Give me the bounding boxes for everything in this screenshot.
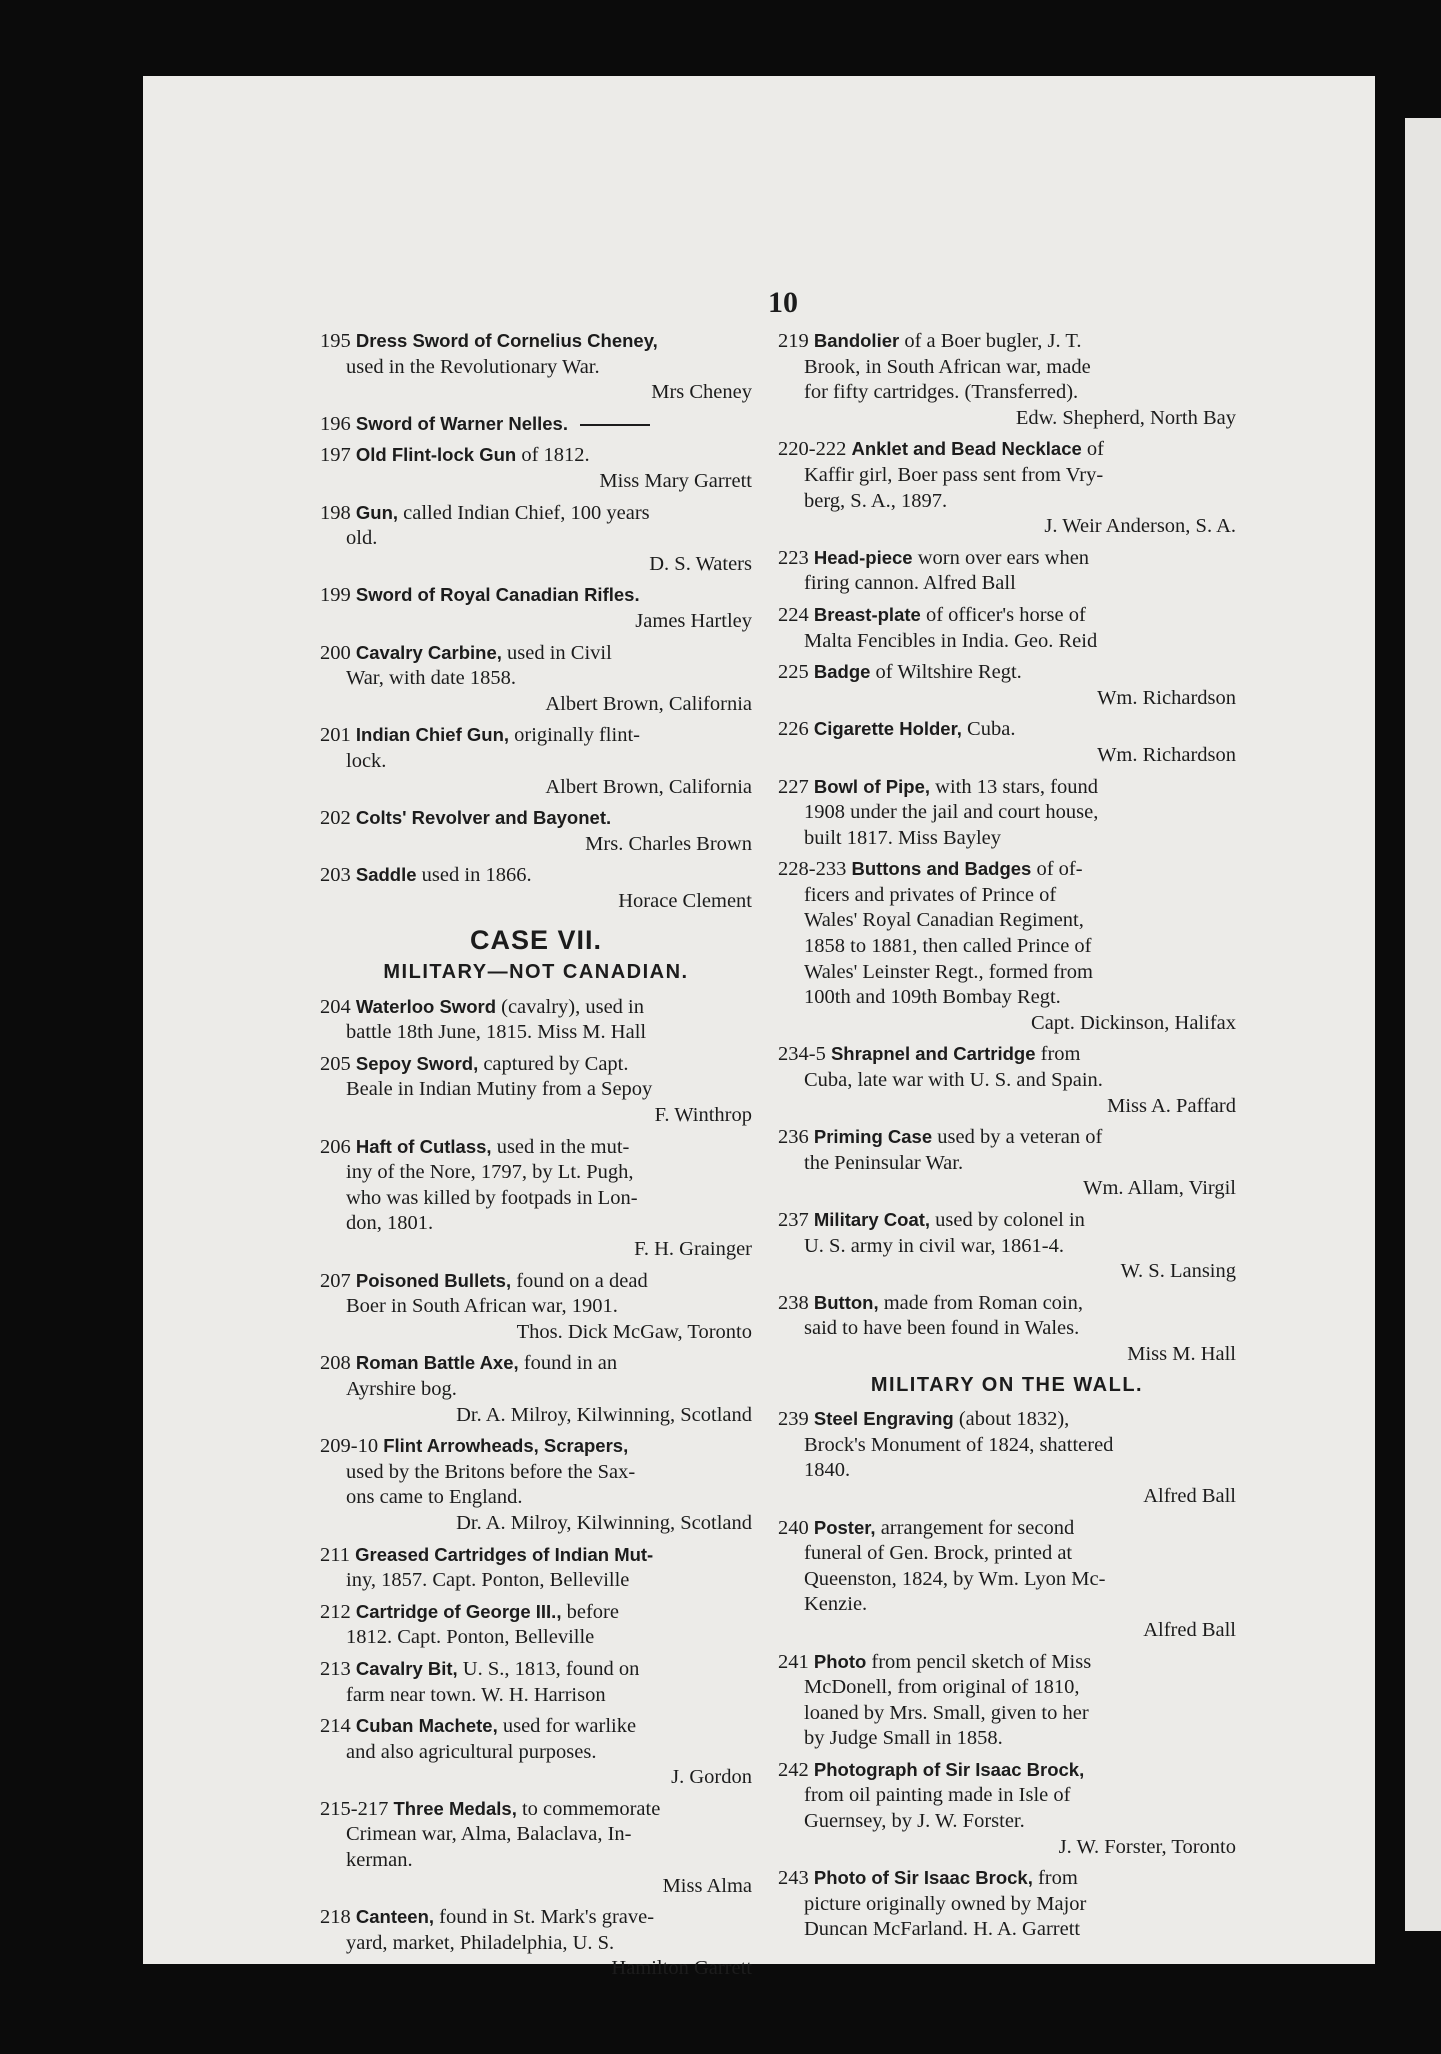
entry-first-line xyxy=(320,1134,752,1161)
entry-number: 205 xyxy=(320,1052,351,1075)
entry-number: 203 xyxy=(320,864,351,887)
entry-description: found in an xyxy=(523,1352,618,1375)
entry-first-line xyxy=(778,1865,1236,1892)
right-entries-after xyxy=(778,1406,1236,1943)
entry-first-line xyxy=(320,1796,752,1823)
catalogue-entry xyxy=(320,1542,752,1594)
entry-title: Shrapnel and Cartridge xyxy=(830,1043,1036,1065)
catalogue-entry xyxy=(320,1433,752,1536)
left-entries-before xyxy=(320,328,752,914)
entry-first-line xyxy=(320,805,752,832)
entry-description: of a Boer bugler, J. T. xyxy=(904,330,1082,352)
entry-donor: J. Weir Anderson, S. A. xyxy=(1044,515,1236,538)
entry-first-line xyxy=(320,1433,752,1460)
entry-first-line xyxy=(320,1656,752,1683)
catalogue-entry xyxy=(320,1350,752,1428)
entry-number: 225 xyxy=(778,661,809,684)
entry-continuation: Kenzie. xyxy=(804,1593,868,1616)
entry-number: 212 xyxy=(320,1600,351,1623)
entry-number: 196 xyxy=(320,412,351,435)
entry-donor: Albert Brown, California xyxy=(545,775,752,798)
catalogue-entry xyxy=(320,722,752,800)
entry-title: Sepoy Sword, xyxy=(355,1052,479,1074)
entry-continuation: Brook, in South African war, made xyxy=(804,355,1091,378)
entry-continuation: Boer in South African war, 1901. xyxy=(346,1295,618,1318)
entry-number: 224 xyxy=(778,603,809,626)
entry-continuation: kerman. xyxy=(346,1849,413,1872)
entry-number: 223 xyxy=(778,546,809,569)
entry-number: 215-217 xyxy=(320,1797,389,1820)
entry-title: Roman Battle Axe, xyxy=(355,1352,519,1374)
entry-first-line xyxy=(320,1350,752,1377)
entry-first-line xyxy=(778,1757,1236,1784)
entry-description: before xyxy=(566,1600,619,1623)
entry-title: Steel Engraving xyxy=(813,1408,954,1430)
left-entries-after xyxy=(320,994,752,1982)
entry-first-line xyxy=(778,1041,1236,1068)
right-entries-before xyxy=(778,328,1236,1368)
entry-description: from xyxy=(1037,1867,1078,1890)
entry-donor: James Hartley xyxy=(635,609,752,632)
entry-title: Flint Arrowheads, Scrapers, xyxy=(383,1435,629,1457)
entry-first-line xyxy=(320,1713,752,1740)
entry-first-line xyxy=(320,1904,752,1931)
catalogue-entry xyxy=(778,1041,1236,1119)
entry-continuation: the Peninsular War. xyxy=(804,1151,964,1174)
right-column xyxy=(778,328,1236,1948)
entry-number: 195 xyxy=(320,330,351,352)
entry-continuation: Malta Fencibles in India. Geo. Reid xyxy=(804,629,1098,652)
entry-continuation: lock. xyxy=(346,749,387,772)
entry-continuation: Beale in Indian Mutiny from a Sepoy xyxy=(346,1078,653,1101)
entry-title: Poisoned Bullets, xyxy=(355,1269,512,1291)
entry-first-line xyxy=(320,640,752,667)
entry-number: 220-222 xyxy=(778,438,847,461)
entry-title: Greased Cartridges of Indian Mut- xyxy=(355,1543,654,1565)
entry-continuation: Duncan McFarland. H. A. Garrett xyxy=(804,1918,1081,1941)
entry-description: Cuba. xyxy=(967,718,1016,741)
entry-number: 198 xyxy=(320,501,351,524)
entry-first-line xyxy=(778,1124,1236,1151)
entry-continuation: picture originally owned by Major xyxy=(804,1892,1087,1915)
entry-number: 199 xyxy=(320,584,351,607)
entry-continuation: Crimean war, Alma, Balaclava, In- xyxy=(346,1823,632,1846)
catalogue-entry xyxy=(778,1207,1236,1285)
entry-donor: Mrs Cheney xyxy=(651,381,752,404)
entry-title: Photograph of Sir Isaac Brock, xyxy=(813,1758,1085,1780)
entry-donor: Thos. Dick McGaw, Toronto xyxy=(516,1320,752,1343)
entry-number: 204 xyxy=(320,995,351,1018)
entry-donor: Miss Mary Garrett xyxy=(599,469,752,492)
entry-description: used by colonel in xyxy=(935,1209,1085,1231)
entry-first-line xyxy=(320,1599,752,1626)
entry-title: Dress Sword of Cornelius Cheney, xyxy=(355,330,658,351)
entry-number: 197 xyxy=(320,444,351,467)
catalogue-entry xyxy=(320,640,752,718)
entry-donor: Hamilton Garrett xyxy=(611,1957,752,1980)
blank-donor-dash xyxy=(580,424,650,426)
catalogue-entry xyxy=(778,1865,1236,1943)
entry-title: Buttons and Badges xyxy=(851,858,1032,880)
entry-donor: Wm. Richardson xyxy=(1097,686,1236,709)
catalogue-entry xyxy=(778,602,1236,654)
catalogue-entry xyxy=(778,716,1236,768)
entry-number: 237 xyxy=(778,1209,809,1231)
entry-continuation: for fifty cartridges. (Transferred). xyxy=(804,381,1079,404)
entry-description: of of- xyxy=(1036,858,1083,881)
entry-continuation: Guernsey, by J. W. Forster. xyxy=(804,1810,1025,1833)
entry-continuation: farm near town. W. H. Harrison xyxy=(346,1683,606,1706)
entry-donor: Mrs. Charles Brown xyxy=(585,832,752,855)
entry-continuation: built 1817. Miss Bayley xyxy=(804,826,1002,849)
catalogue-entry xyxy=(320,442,752,494)
entry-continuation: by Judge Small in 1858. xyxy=(804,1727,1003,1750)
entry-number: 240 xyxy=(778,1516,809,1539)
entry-number: 206 xyxy=(320,1135,351,1158)
entry-number: 201 xyxy=(320,724,351,747)
entry-title: Saddle xyxy=(355,864,417,886)
entry-donor: J. W. Forster, Toronto xyxy=(1058,1835,1236,1858)
entry-donor: Edw. Shepherd, North Bay xyxy=(1015,406,1236,429)
entry-continuation: Queenston, 1824, by Wm. Lyon Mc- xyxy=(804,1567,1106,1590)
entry-continuation: McDonell, from original of 1810, xyxy=(804,1676,1080,1699)
entry-description: captured by Capt. xyxy=(483,1052,629,1075)
entry-donor: Miss A. Paffard xyxy=(1107,1094,1236,1117)
entry-donor: Alfred Ball xyxy=(1143,1618,1236,1641)
entry-continuation: Ayrshire bog. xyxy=(346,1377,457,1400)
catalogue-entry xyxy=(320,805,752,857)
entry-description: of xyxy=(1086,438,1104,461)
entry-continuation: old. xyxy=(346,527,378,550)
section-heading-on-the-wall: MILITARY ON THE WALL. xyxy=(870,1373,1144,1396)
entry-donor: F. Winthrop xyxy=(654,1104,752,1127)
entry-description: worn over ears when xyxy=(917,546,1090,569)
entry-first-line xyxy=(320,994,752,1021)
entry-continuation: loaned by Mrs. Small, given to her xyxy=(804,1701,1089,1724)
catalogue-entry xyxy=(320,1904,752,1982)
entry-number: 218 xyxy=(320,1906,351,1929)
entry-number: 207 xyxy=(320,1269,351,1292)
entry-first-line xyxy=(320,722,752,749)
entry-title: Sword of Warner Nelles. xyxy=(355,412,568,434)
entry-continuation: yard, market, Philadelphia, U. S. xyxy=(346,1931,615,1954)
catalogue-entry xyxy=(320,1268,752,1346)
entry-description: arrangement for second xyxy=(880,1516,1075,1539)
left-column xyxy=(320,328,752,1987)
entry-title: Photo of Sir Isaac Brock, xyxy=(813,1867,1033,1889)
entry-continuation: Wales' Royal Canadian Regiment, xyxy=(804,909,1084,932)
entry-number: 227 xyxy=(778,775,809,798)
catalogue-entry xyxy=(778,1124,1236,1202)
catalogue-entry xyxy=(778,856,1236,1036)
entry-first-line xyxy=(320,500,752,527)
entry-description: used in 1866. xyxy=(421,864,532,887)
entry-description: (about 1832), xyxy=(958,1408,1070,1431)
entry-first-line xyxy=(320,1542,752,1569)
entry-number: 239 xyxy=(778,1408,809,1431)
entry-title: Haft of Cutlass, xyxy=(355,1135,492,1157)
entry-continuation: 100th and 109th Bombay Regt. xyxy=(804,986,1061,1009)
entry-description: called Indian Chief, 100 years xyxy=(403,501,650,524)
entry-first-line xyxy=(778,659,1236,686)
entry-first-line xyxy=(778,328,1236,355)
catalogue-entry xyxy=(320,500,752,578)
catalogue-entry xyxy=(320,994,752,1046)
entry-description: of 1812. xyxy=(521,444,590,467)
entry-number: 226 xyxy=(778,718,809,741)
entry-continuation: Brock's Monument of 1824, shattered xyxy=(804,1433,1114,1456)
catalogue-entry xyxy=(778,774,1236,852)
entry-title: Canteen, xyxy=(355,1906,435,1928)
catalogue-entry xyxy=(778,545,1236,597)
entry-title: Military Coat, xyxy=(813,1209,931,1230)
catalogue-entry xyxy=(778,1406,1236,1509)
entry-title: Photo xyxy=(813,1650,867,1672)
catalogue-entry xyxy=(320,1051,752,1129)
entry-description: used for warlike xyxy=(502,1715,637,1738)
entry-first-line xyxy=(320,582,752,609)
entry-continuation: Wales' Leinster Regt., formed from xyxy=(804,960,1093,983)
entry-first-line xyxy=(320,328,752,355)
entry-title: Bowl of Pipe, xyxy=(813,775,931,797)
entry-number: 238 xyxy=(778,1291,809,1314)
entry-continuation: Kaffir girl, Boer pass sent from Vry- xyxy=(804,463,1104,486)
entry-description: U. S., 1813, found on xyxy=(462,1657,640,1680)
entry-description: with 13 stars, found xyxy=(935,775,1098,798)
entry-number: 241 xyxy=(778,1650,809,1673)
entry-continuation: and also agricultural purposes. xyxy=(346,1740,597,1763)
entry-donor: Wm. Allam, Virgil xyxy=(1083,1177,1236,1200)
catalogue-entry xyxy=(320,582,752,634)
entry-donor: D. S. Waters xyxy=(649,552,752,575)
catalogue-entry xyxy=(778,1290,1236,1368)
entry-first-line xyxy=(778,1649,1236,1676)
entry-first-line xyxy=(320,411,752,438)
entry-donor: Miss Alma xyxy=(662,1874,752,1897)
entry-donor: Alfred Ball xyxy=(1143,1484,1236,1507)
entry-continuation: who was killed by footpads in Lon- xyxy=(346,1186,638,1209)
entry-number: 228-233 xyxy=(778,858,847,881)
entry-donor: Dr. A. Milroy, Kilwinning, Scotland xyxy=(456,1403,752,1426)
entry-donor: J. Gordon xyxy=(671,1766,752,1789)
entry-number: 209-10 xyxy=(320,1435,379,1458)
entry-continuation: 1812. Capt. Ponton, Belleville xyxy=(346,1626,595,1649)
entry-continuation: from oil painting made in Isle of xyxy=(804,1784,1071,1807)
entry-continuation: U. S. army in civil war, 1861-4. xyxy=(804,1234,1064,1257)
catalogue-entry xyxy=(778,1515,1236,1644)
entry-first-line xyxy=(320,1268,752,1295)
catalogue-entry xyxy=(778,436,1236,539)
entry-continuation: War, with date 1858. xyxy=(346,667,517,690)
entry-first-line xyxy=(778,1515,1236,1542)
entry-description: used in the mut- xyxy=(496,1135,630,1158)
entry-continuation: iny of the Nore, 1797, by Lt. Pugh, xyxy=(346,1161,634,1184)
entry-first-line xyxy=(778,602,1236,629)
entry-number: 214 xyxy=(320,1715,351,1738)
entry-title: Bandolier xyxy=(813,330,900,351)
entry-title: Cartridge of George III., xyxy=(355,1600,562,1622)
entry-title: Waterloo Sword xyxy=(355,995,496,1017)
entry-continuation: Cuba, late war with U. S. and Spain. xyxy=(804,1069,1103,1092)
entry-continuation: used by the Britons before the Sax- xyxy=(346,1460,636,1483)
entry-continuation: don, 1801. xyxy=(346,1212,434,1235)
entry-number: 234-5 xyxy=(778,1043,826,1066)
entry-first-line xyxy=(320,862,752,889)
entry-continuation: said to have been found in Wales. xyxy=(804,1317,1080,1340)
entry-title: Head-piece xyxy=(813,546,913,568)
entry-donor: Albert Brown, California xyxy=(545,692,752,715)
entry-number: 236 xyxy=(778,1126,809,1149)
entry-description: used by a veteran of xyxy=(937,1126,1103,1149)
entry-continuation: ons came to England. xyxy=(346,1486,523,1509)
catalogue-entry xyxy=(320,411,752,438)
entry-title: Cavalry Carbine, xyxy=(355,641,502,663)
entry-first-line xyxy=(778,1290,1236,1317)
catalogue-entry xyxy=(778,328,1236,431)
entry-continuation: berg, S. A., 1897. xyxy=(804,489,948,512)
catalogue-entry xyxy=(778,1757,1236,1860)
catalogue-entry xyxy=(778,659,1236,711)
entry-description: from xyxy=(1040,1043,1081,1066)
entry-title: Cavalry Bit, xyxy=(355,1657,458,1679)
entry-title: Anklet and Bead Necklace xyxy=(851,438,1082,460)
entry-title: Colts' Revolver and Bayonet. xyxy=(355,807,612,829)
catalogue-entry xyxy=(320,862,752,914)
entry-title: Cuban Machete, xyxy=(355,1715,498,1737)
entry-continuation: 1840. xyxy=(804,1459,851,1482)
entry-description: to commemorate xyxy=(521,1797,661,1820)
entry-donor: Capt. Dickinson, Halifax xyxy=(1031,1011,1236,1034)
entry-title: Badge xyxy=(813,661,871,683)
entry-first-line xyxy=(320,1051,752,1078)
entry-number: 211 xyxy=(320,1543,350,1566)
entry-number: 242 xyxy=(778,1758,809,1781)
facing-page-edge xyxy=(1405,118,1441,1931)
catalogue-entry xyxy=(320,1134,752,1263)
entry-donor: Wm. Richardson xyxy=(1097,743,1236,766)
entry-number: 213 xyxy=(320,1657,351,1680)
catalogue-entry xyxy=(320,1599,752,1651)
entry-title: Breast-plate xyxy=(813,603,921,625)
catalogue-entry xyxy=(320,1796,752,1899)
entry-first-line xyxy=(778,1406,1236,1433)
entry-description: found in St. Mark's grave- xyxy=(439,1906,655,1929)
entry-first-line xyxy=(778,716,1236,743)
entry-title: Button, xyxy=(813,1291,879,1313)
entry-title: Old Flint-lock Gun xyxy=(355,444,517,466)
entry-first-line xyxy=(778,545,1236,572)
catalogue-entry xyxy=(778,1649,1236,1752)
entry-donor: Miss M. Hall xyxy=(1127,1342,1236,1365)
entry-continuation: funeral of Gen. Brock, printed at xyxy=(804,1542,1073,1565)
entry-first-line xyxy=(320,442,752,469)
entry-first-line xyxy=(778,436,1236,463)
entry-number: 200 xyxy=(320,641,351,664)
entry-number: 219 xyxy=(778,330,809,352)
entry-description: from pencil sketch of Miss xyxy=(871,1650,1092,1673)
entry-continuation: 1858 to 1881, then called Prince of xyxy=(804,935,1092,958)
entry-title: Cigarette Holder, xyxy=(813,718,962,740)
entry-title: Three Medals, xyxy=(393,1797,517,1819)
catalogue-entry xyxy=(320,1656,752,1708)
entry-donor: F. H. Grainger xyxy=(634,1238,752,1260)
entry-description: of officer's horse of xyxy=(925,603,1086,626)
entry-continuation: battle 18th June, 1815. Miss M. Hall xyxy=(346,1021,647,1044)
page-number: 10 xyxy=(768,286,798,319)
catalogue-entry xyxy=(320,1713,752,1791)
entry-description: (cavalry), used in xyxy=(501,995,644,1018)
entry-description: used in Civil xyxy=(507,641,612,664)
entry-donor: Dr. A. Milroy, Kilwinning, Scotland xyxy=(456,1511,752,1534)
entry-first-line xyxy=(778,774,1236,801)
entry-first-line xyxy=(778,1207,1236,1234)
entry-number: 202 xyxy=(320,807,351,830)
entry-continuation: firing cannon. Alfred Ball xyxy=(804,572,1016,595)
entry-donor: Horace Clement xyxy=(618,889,752,912)
book-gutter xyxy=(1375,118,1405,1931)
entry-number: 208 xyxy=(320,1352,351,1375)
section-heading-not-canadian: MILITARY—NOT CANADIAN. xyxy=(383,961,689,984)
entry-continuation: iny, 1857. Capt. Ponton, Belleville xyxy=(346,1569,630,1592)
entry-first-line xyxy=(778,856,1236,883)
entry-description: made from Roman coin, xyxy=(883,1291,1083,1314)
entry-title: Sword of Royal Canadian Rifles. xyxy=(355,584,640,606)
entry-title: Indian Chief Gun, xyxy=(355,724,510,746)
entry-continuation: used in the Revolutionary War. xyxy=(346,355,600,378)
entry-continuation: 1908 under the jail and court house, xyxy=(804,801,1099,824)
entry-description: found on a dead xyxy=(516,1269,648,1292)
entry-title: Priming Case xyxy=(813,1126,933,1148)
entry-continuation: ficers and privates of Prince of xyxy=(804,883,1057,906)
entry-title: Poster, xyxy=(813,1516,876,1538)
entry-number: 243 xyxy=(778,1867,809,1890)
case-heading: CASE VII. xyxy=(469,925,603,956)
entry-title: Gun, xyxy=(355,501,399,523)
entry-description: originally flint- xyxy=(514,724,640,747)
entry-description: of Wiltshire Regt. xyxy=(875,661,1022,684)
entry-donor: W. S. Lansing xyxy=(1120,1260,1236,1283)
catalogue-entry xyxy=(320,328,752,406)
